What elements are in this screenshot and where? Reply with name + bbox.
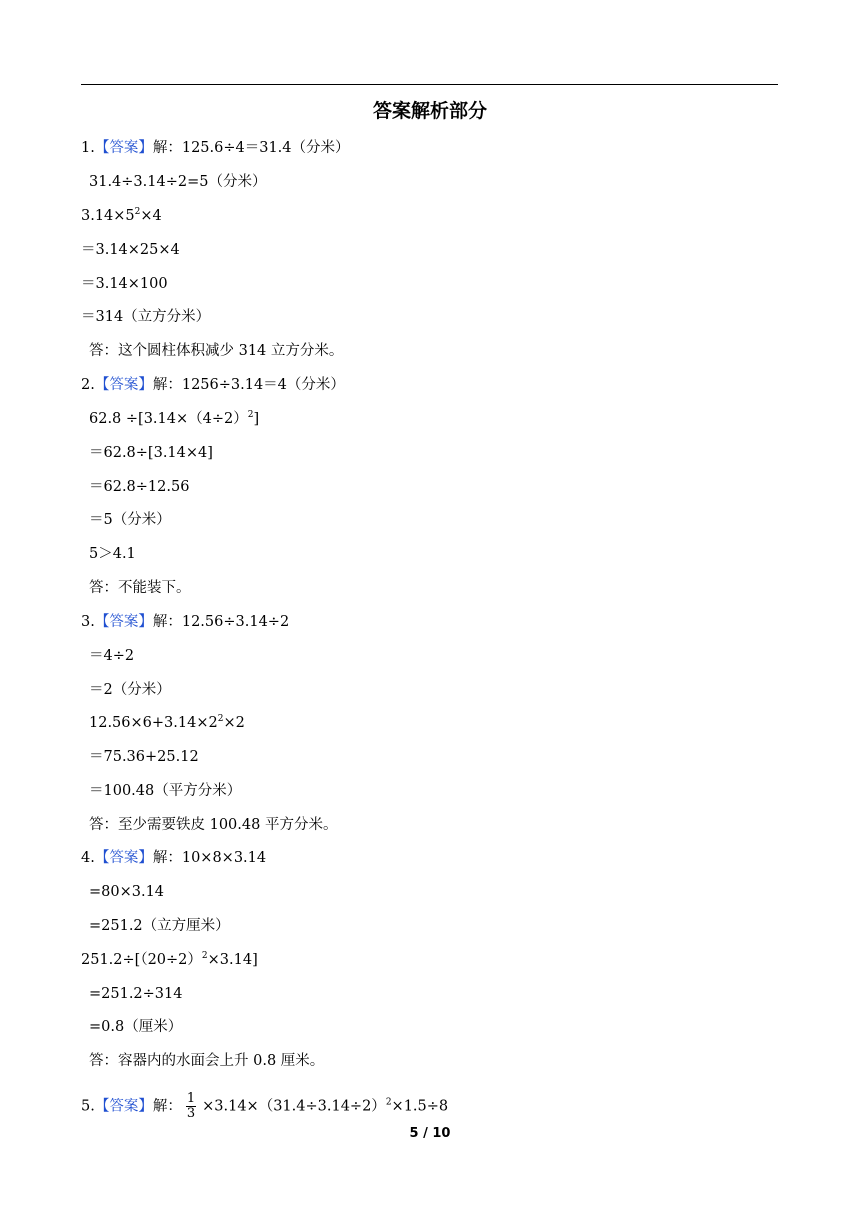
- q5-header: 5.【答案】解： $\frac{1}{3}$ $\times 3.14\times(31.4\div 3.14\div 2)^2\times 1.5\div 8$: [81, 1091, 449, 1121]
- header-rule: [81, 84, 778, 85]
- q5-head: 解：: [152, 1098, 182, 1115]
- q2-line: $62.8 \div[3.14\times(4\div 2)^2]$: [89, 410, 260, 427]
- page-title: 答案解析部分: [372, 100, 487, 122]
- q1-line: ＝3.14×25×4: [81, 242, 180, 258]
- q4-head: 解：10×8×3.14: [152, 850, 267, 866]
- q4-answer: 答：容器内的水面会上升 0.8 厘米。: [89, 1053, 325, 1069]
- q3-line: ＝4÷2: [89, 648, 135, 664]
- q4-line: =251.2÷314: [89, 986, 183, 1002]
- q4-line: =80×3.14: [89, 884, 165, 900]
- q2-line: ＝62.8÷[3.14×4]: [89, 445, 213, 461]
- q1-head: 解：125.6÷4＝31.4（分米）: [152, 140, 350, 156]
- q3-line: $12.56\times 6+3.14\times 2^2\times 2$: [89, 714, 245, 731]
- q4-header: [81, 848, 266, 868]
- q2-answer: 答：不能装下。: [89, 580, 191, 596]
- page-number: 5 / 10: [409, 1126, 451, 1141]
- q4-line: =251.2（立方厘米）: [89, 918, 230, 934]
- q1-number: 1.: [81, 140, 95, 156]
- answer-tag: 【答案】: [94, 1098, 153, 1115]
- q4-line: =0.8（厘米）: [89, 1019, 183, 1035]
- q3-line: ＝2（分米）: [89, 682, 171, 698]
- q1-line: ＝3.14×100: [81, 276, 168, 292]
- q3-line: ＝100.48（平方分米）: [89, 783, 242, 799]
- q1-line: $3.14\times 5^2\times 4$: [81, 207, 162, 224]
- q1-line: ＝314（立方分米）: [81, 309, 211, 325]
- q2-header: [81, 375, 345, 395]
- answer-tag: 【答案】: [94, 850, 153, 866]
- q3-answer: 答：至少需要铁皮 100.48 平方分米。: [89, 817, 338, 833]
- q3-line: ＝75.36+25.12: [89, 749, 199, 765]
- q3-head: 解：12.56÷3.14÷2: [152, 614, 290, 630]
- q2-head: 解：1256÷3.14＝4（分米）: [152, 377, 345, 393]
- answer-tag: 【答案】: [94, 377, 153, 393]
- q3-header: [81, 612, 289, 632]
- q1-header: [81, 138, 350, 158]
- q4-number: 4.: [81, 850, 95, 866]
- q1-line: 31.4÷3.14÷2=5（分米）: [89, 174, 267, 190]
- answer-tag: 【答案】: [94, 140, 153, 156]
- q2-line: 5＞4.1: [89, 546, 136, 562]
- answer-tag: 【答案】: [94, 614, 153, 630]
- q5-number: 5.: [81, 1098, 95, 1115]
- q2-line: ＝5（分米）: [89, 512, 171, 528]
- q4-line: $251.2\div[(20\div 2)^2\times 3.14]$: [81, 951, 258, 968]
- fraction: $\frac{1}{3}$: [186, 1091, 196, 1121]
- q2-number: 2.: [81, 377, 95, 393]
- q3-number: 3.: [81, 614, 95, 630]
- q1-answer: 答：这个圆柱体积减少 314 立方分米。: [89, 343, 344, 359]
- q2-line: ＝62.8÷12.56: [89, 479, 190, 495]
